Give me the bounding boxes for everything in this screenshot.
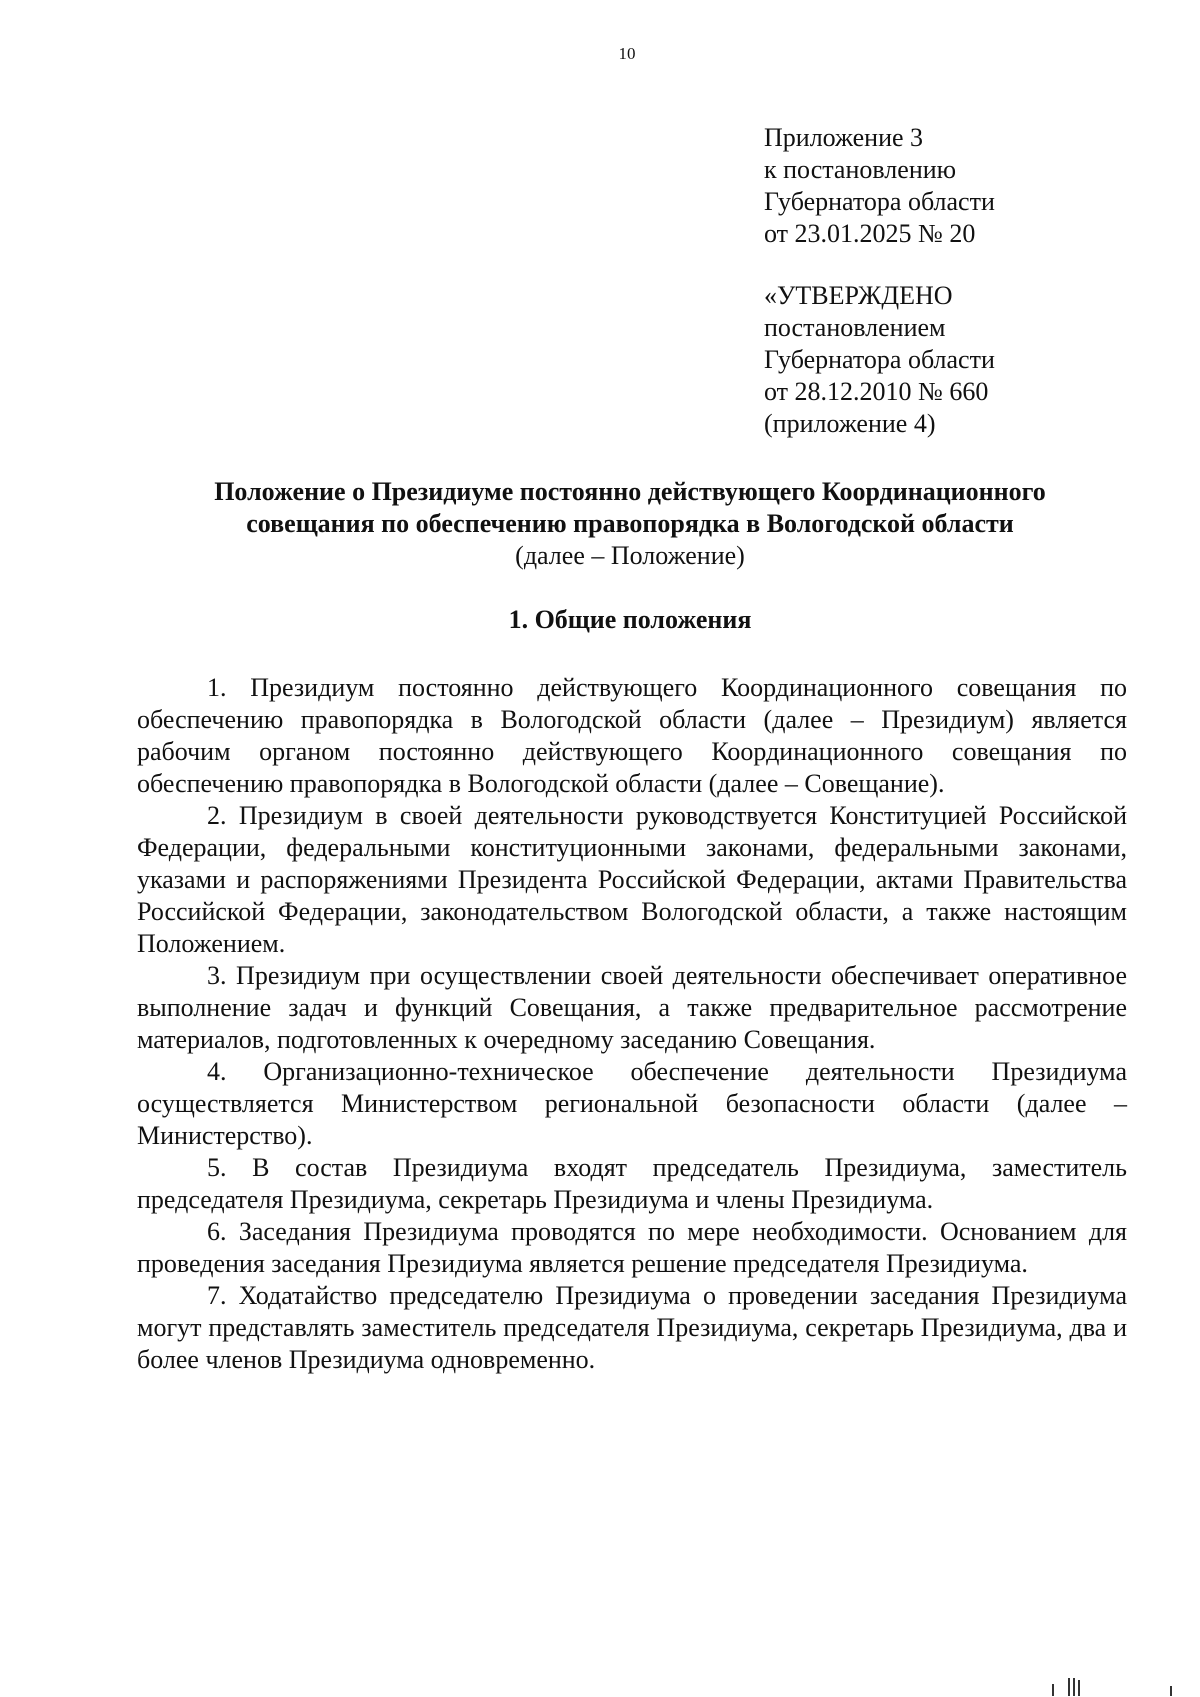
title-line-2: совещания по обеспечению правопорядка в Вологодской области (246, 509, 1014, 538)
appendix-line: Приложение 3 (764, 123, 924, 152)
appendix-block (764, 122, 995, 250)
appendix-line: к постановлению (764, 155, 957, 184)
approved-line: «УТВЕРЖДЕНО (764, 281, 953, 310)
document-title (140, 476, 1120, 572)
scan-artifact-marks (1040, 1676, 1180, 1696)
paragraph-1: 1. Президиум постоянно действующего Координационного совещания по обеспечению правопорядка в Вологодской области (далее – Президиум) является рабочим органом постоянно действующего Координационного совещания по обеспечению правопорядка в Вологодской области (далее – Совещание). (137, 673, 1127, 798)
section-heading: 1. Общие положения (508, 605, 752, 634)
approved-block (764, 280, 995, 440)
paragraph-5: 5. В состав Президиума входят председатель Президиума, заместитель председателя Президиума, секретарь Президиума и члены Президиума. (137, 1153, 1127, 1214)
approved-line: постановлением (764, 313, 946, 342)
title-line-1: Положение о Президиуме постоянно действующего Координационного (214, 477, 1046, 506)
paragraph-6: 6. Заседания Президиума проводятся по мере необходимости. Основанием для проведения заседания Президиума является решение председателя Президиума. (137, 1217, 1127, 1278)
paragraph-7: 7. Ходатайство председателю Президиума о проведении заседания Президиума могут представлять заместитель председателя Президиума, секретарь Президиума, два и более членов Президиума одновременно. (137, 1281, 1127, 1374)
paragraph-3: 3. Президиум при осуществлении своей деятельности обеспечивает оперативное выполнение задач и функций Совещания, а также предварительное рассмотрение материалов, подготовленных к очередному заседанию Совещания. (137, 961, 1127, 1054)
paragraph-2: 2. Президиум в своей деятельности руководствуется Конституцией Российской Федерации, федеральными конституционными законами, федеральными законами, указами и распоряжениями Президента Российской Федерации, актами Правительства Российской Федерации, законодательством Вологодской области, а также настоящим Положением. (137, 801, 1127, 958)
title-line-3: (далее – Положение) (515, 541, 745, 570)
paragraph-4: 4. Организационно-техническое обеспечение деятельности Президиума осуществляется Министерством региональной безопасности области (далее – Министерство). (137, 1057, 1127, 1150)
approved-line: от 28.12.2010 № 660 (764, 377, 989, 406)
page-number: 10 (618, 44, 636, 63)
appendix-line: Губернатора области (764, 187, 995, 216)
approved-line: Губернатора области (764, 345, 995, 374)
body-text (137, 672, 1127, 1376)
appendix-line: от 23.01.2025 № 20 (764, 219, 976, 248)
approved-line: (приложение 4) (764, 409, 936, 438)
